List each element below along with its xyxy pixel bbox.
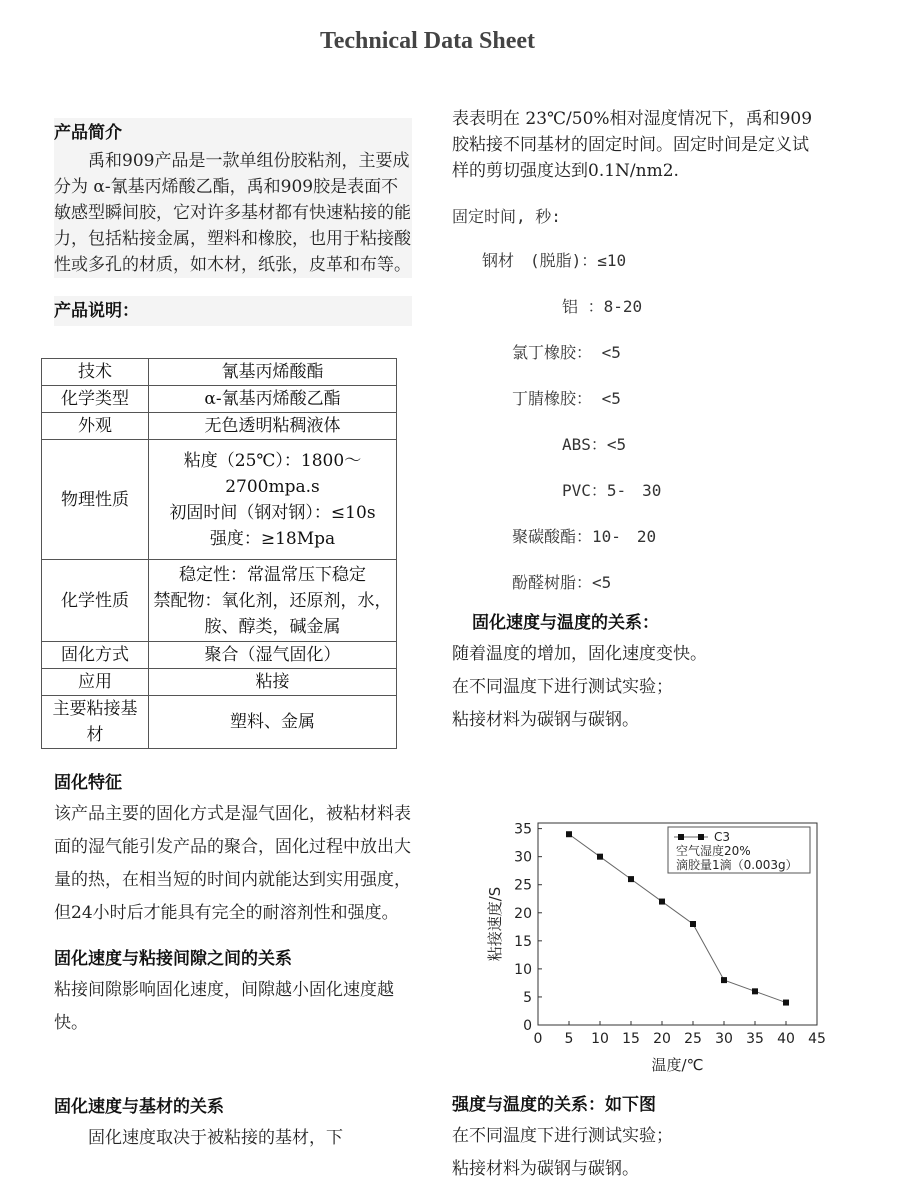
y-tick-label: 35: [514, 821, 532, 838]
strength-section: [452, 1090, 822, 1186]
spec-heading: 产品说明：: [54, 296, 412, 326]
spec-value-line: 塑料、金属: [230, 712, 315, 732]
data-point: [597, 854, 603, 860]
spec-value-line: 无色透明粘稠液体: [204, 416, 341, 436]
x-tick-label: 0: [533, 1031, 543, 1047]
fix-time-item: 聚碳酸酯：10- 20: [512, 527, 657, 546]
spec-value-line: 氰基丙烯酸酯: [221, 362, 324, 382]
fix-time-item: 丁腈橡胶： <5: [512, 389, 621, 408]
spec-value: [149, 440, 397, 560]
x-tick-label: 30: [715, 1031, 733, 1047]
x-tick-label: 5: [564, 1031, 574, 1047]
y-axis-label: 粘接速度/S: [486, 886, 504, 962]
x-tick-label: 20: [653, 1031, 671, 1047]
legend-marker: [698, 834, 704, 840]
fix-time-item: 氯丁橡胶： <5: [512, 343, 621, 362]
spec-value-line: 聚合（湿气固化）: [204, 645, 341, 665]
spec-value-line: 初固时间（钢对钢）：≤10s: [169, 502, 376, 523]
substrate-heading: 固化速度与基材的关系: [54, 1097, 224, 1117]
cure-feature-body: 该产品主要的固化方式是湿气固化，被粘材料表面的湿气能引发产品的聚合，固化过程中放出大量的热，在相当短的时间内就能达到实用强度，但24小时后才能具有完全的耐溶剂性和强度。: [54, 804, 411, 923]
fix-time-label: 固定时间, 秒:: [452, 207, 561, 226]
cure-speed-temperature-chart: [480, 815, 830, 1080]
y-tick-label: 0: [523, 1018, 532, 1034]
text-line: 粘接材料为碳钢与碳钢。: [452, 710, 639, 730]
spec-key: 技术: [42, 359, 149, 386]
fix-time-item: 酚醛树脂：<5: [512, 573, 612, 592]
data-point: [721, 977, 727, 983]
fix-time-list: [452, 238, 822, 606]
spec-row: [42, 386, 397, 413]
spec-table: [41, 358, 397, 749]
text-line: 在不同温度下进行测试实验；: [452, 677, 673, 697]
y-tick-label: 5: [523, 989, 532, 1006]
spec-value-line: 稳定性：常温常压下稳定: [179, 564, 366, 585]
spec-row: [42, 413, 397, 440]
spec-row: [42, 359, 397, 386]
spec-row: [42, 642, 397, 669]
y-tick-label: 10: [514, 961, 532, 978]
text-line: 在不同温度下进行测试实验；: [452, 1126, 673, 1146]
x-tick-label: 15: [622, 1031, 640, 1047]
y-tick-label: 15: [514, 933, 532, 950]
spec-key: 主要粘接基材: [42, 696, 149, 749]
spec-value: [149, 642, 397, 669]
data-point: [628, 876, 634, 882]
x-tick-label: 10: [591, 1031, 609, 1047]
y-tick-label: 20: [514, 905, 532, 922]
legend-series-name: C3: [714, 830, 731, 844]
fix-time-item: ABS：<5: [562, 435, 627, 454]
x-tick-label: 25: [684, 1031, 702, 1047]
spec-row: [42, 440, 397, 560]
legend-note: 空气湿度20%: [676, 844, 751, 858]
fix-time-item: 铝 ：8-20: [562, 297, 643, 316]
gap-heading: 固化速度与粘接间隙之间的关系: [54, 949, 292, 969]
strength-heading: 强度与温度的关系：如下图: [452, 1095, 656, 1115]
spec-key: 化学性质: [42, 560, 149, 642]
intro-body: 禹和909产品是一款单组份胶粘剂，主要成分为 α-氰基丙烯酸乙酯，禹和909胶是表面不敏感型瞬间胶，它对许多基材都有快速粘接的能力，包括粘接金属，塑料和橡胶，也用于粘接酸性或多孔的材质，如木材，纸张，皮革和布等。: [54, 148, 412, 278]
data-point: [659, 899, 665, 905]
right-intro: 表表明在 23℃/50%相对湿度情况下，禹和909胶粘接不同基材的固定时间。固定时间是定义试样的剪切强度达到0.1N/nm2.: [452, 109, 813, 181]
spec-key: 化学类型: [42, 386, 149, 413]
legend-note: 滴胶量1滴（0.003g）: [676, 858, 798, 872]
spec-value: [149, 560, 397, 642]
text-line: 粘接材料为碳钢与碳钢。: [452, 1159, 639, 1179]
y-tick-label: 30: [514, 849, 532, 866]
spec-value: [149, 386, 397, 413]
spec-value-line: 禁配物：氧化剂，还原剂，水，胺、醇类，碱金属: [153, 590, 392, 637]
cure-feature-heading: 固化特征: [54, 773, 122, 793]
spec-value: [149, 669, 397, 696]
x-tick-label: 40: [777, 1031, 795, 1047]
spec-value-line: 粘接: [255, 672, 290, 692]
temp-speed-lines: [452, 638, 822, 737]
y-tick-label: 25: [514, 877, 532, 894]
spec-value: [149, 696, 397, 749]
left-column: [54, 118, 412, 326]
spec-row: [42, 560, 397, 642]
gap-body: 粘接间隙影响固化速度，间隙越小固化速度越快。: [54, 980, 394, 1033]
x-tick-label: 45: [808, 1031, 826, 1047]
text-line: 随着温度的增加，固化速度变快。: [452, 644, 707, 664]
spec-row: [42, 696, 397, 749]
intro-heading: 产品简介: [54, 118, 412, 148]
spec-value: [149, 413, 397, 440]
spec-key: 应用: [42, 669, 149, 696]
data-point: [783, 1000, 789, 1006]
data-point: [690, 921, 696, 927]
spec-key: 固化方式: [42, 642, 149, 669]
spec-value-line: α-氰基丙烯酸乙酯: [204, 389, 341, 409]
spec-row: [42, 669, 397, 696]
fix-time-item: 钢材 (脱脂)：≤10: [482, 251, 627, 270]
left-column-lower: [54, 768, 412, 1155]
data-point: [752, 988, 758, 994]
right-column: [452, 106, 822, 737]
spec-value-line: 强度：≥18Mpa: [209, 528, 336, 549]
spec-key: 外观: [42, 413, 149, 440]
spec-value: [149, 359, 397, 386]
spec-key: 物理性质: [42, 440, 149, 560]
spec-value-line: 粘度（25℃）：1800～2700mpa.s: [183, 450, 362, 497]
substrate-body: 固化速度取决于被粘接的基材，下: [88, 1128, 343, 1148]
page-title: Technical Data Sheet: [319, 28, 536, 54]
fix-time-item: PVC：5- 30: [562, 481, 662, 500]
strength-lines: [452, 1120, 822, 1186]
legend-marker: [678, 834, 684, 840]
temp-speed-heading: 固化速度与温度的关系：: [472, 613, 659, 633]
x-axis-label: 温度/℃: [651, 1056, 704, 1074]
x-tick-label: 35: [746, 1031, 764, 1047]
data-point: [566, 831, 572, 837]
